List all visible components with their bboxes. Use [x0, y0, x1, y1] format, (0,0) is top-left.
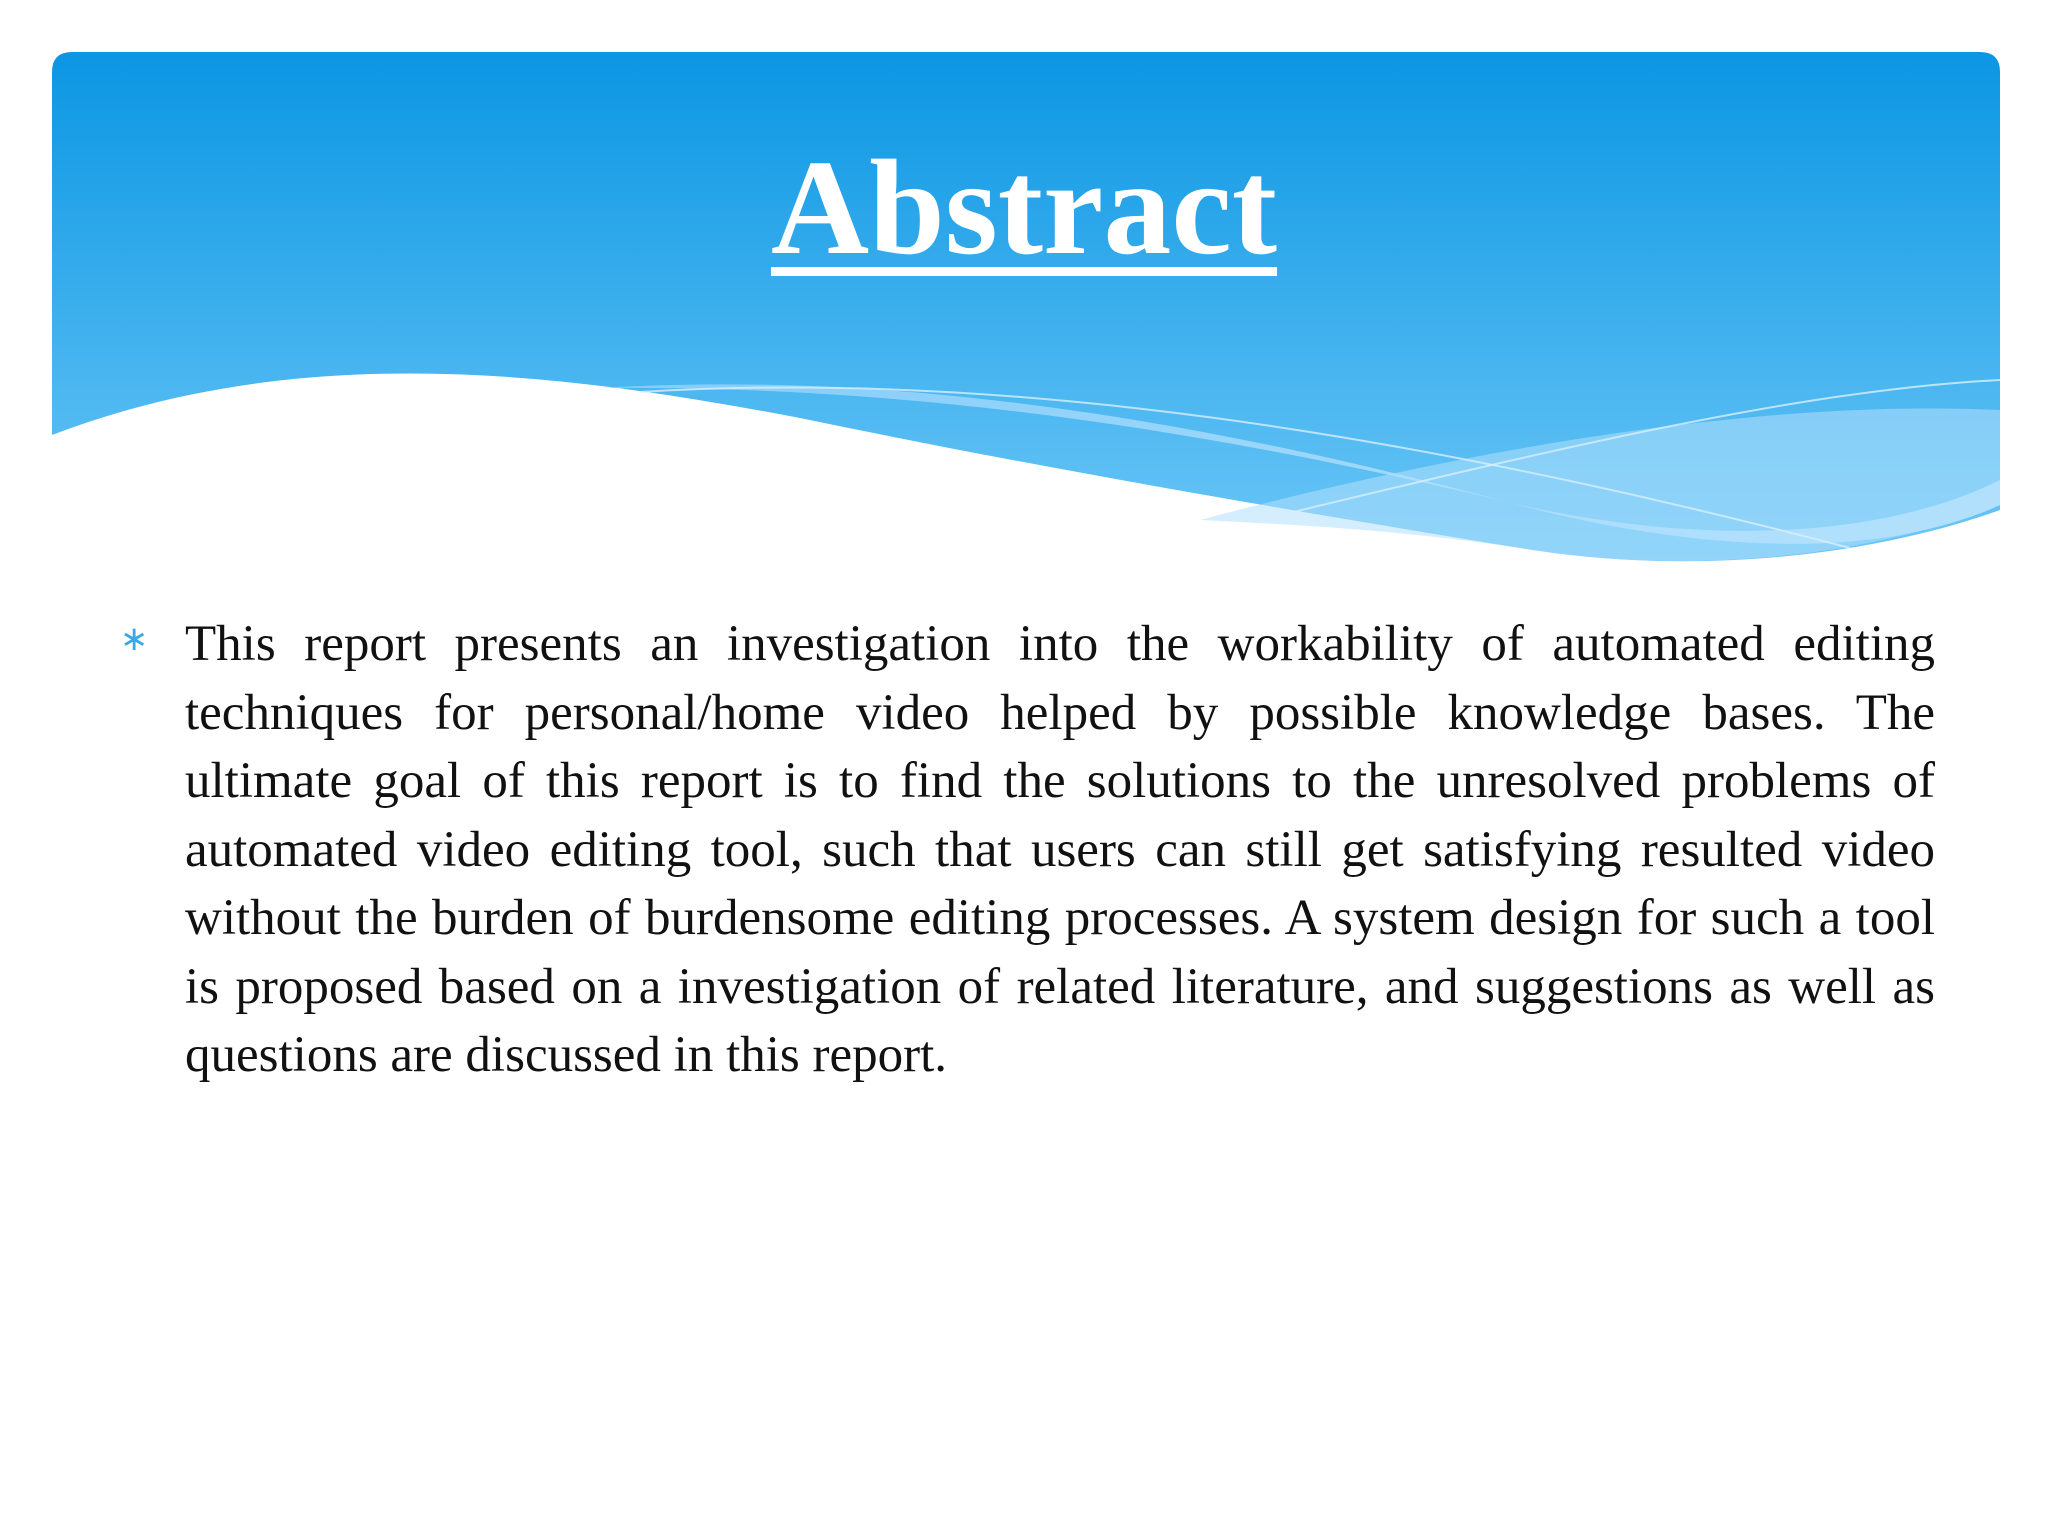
- header-wave-background: [0, 0, 2048, 600]
- slide-title-text: Abstract: [770, 133, 1278, 283]
- asterisk-bullet-icon: ∗: [120, 619, 149, 659]
- abstract-paragraph: This report presents an investigation into the workability of automated editing techniques for personal/home video helped by possible knowledge bases. The ultimate goal of this report is to find the solutions to the unresolved problems of automated video editing tool, such that users can still get satisfying resulted video without the burden of burdensome editing processes. A system design for such a tool is proposed based on a investigation of related literature, and suggestions as well as questions are discussed in this report.: [185, 616, 1935, 1083]
- bullet-list: [120, 610, 1935, 1090]
- bullet-item: [120, 610, 1935, 1090]
- slide-title: [0, 133, 2048, 283]
